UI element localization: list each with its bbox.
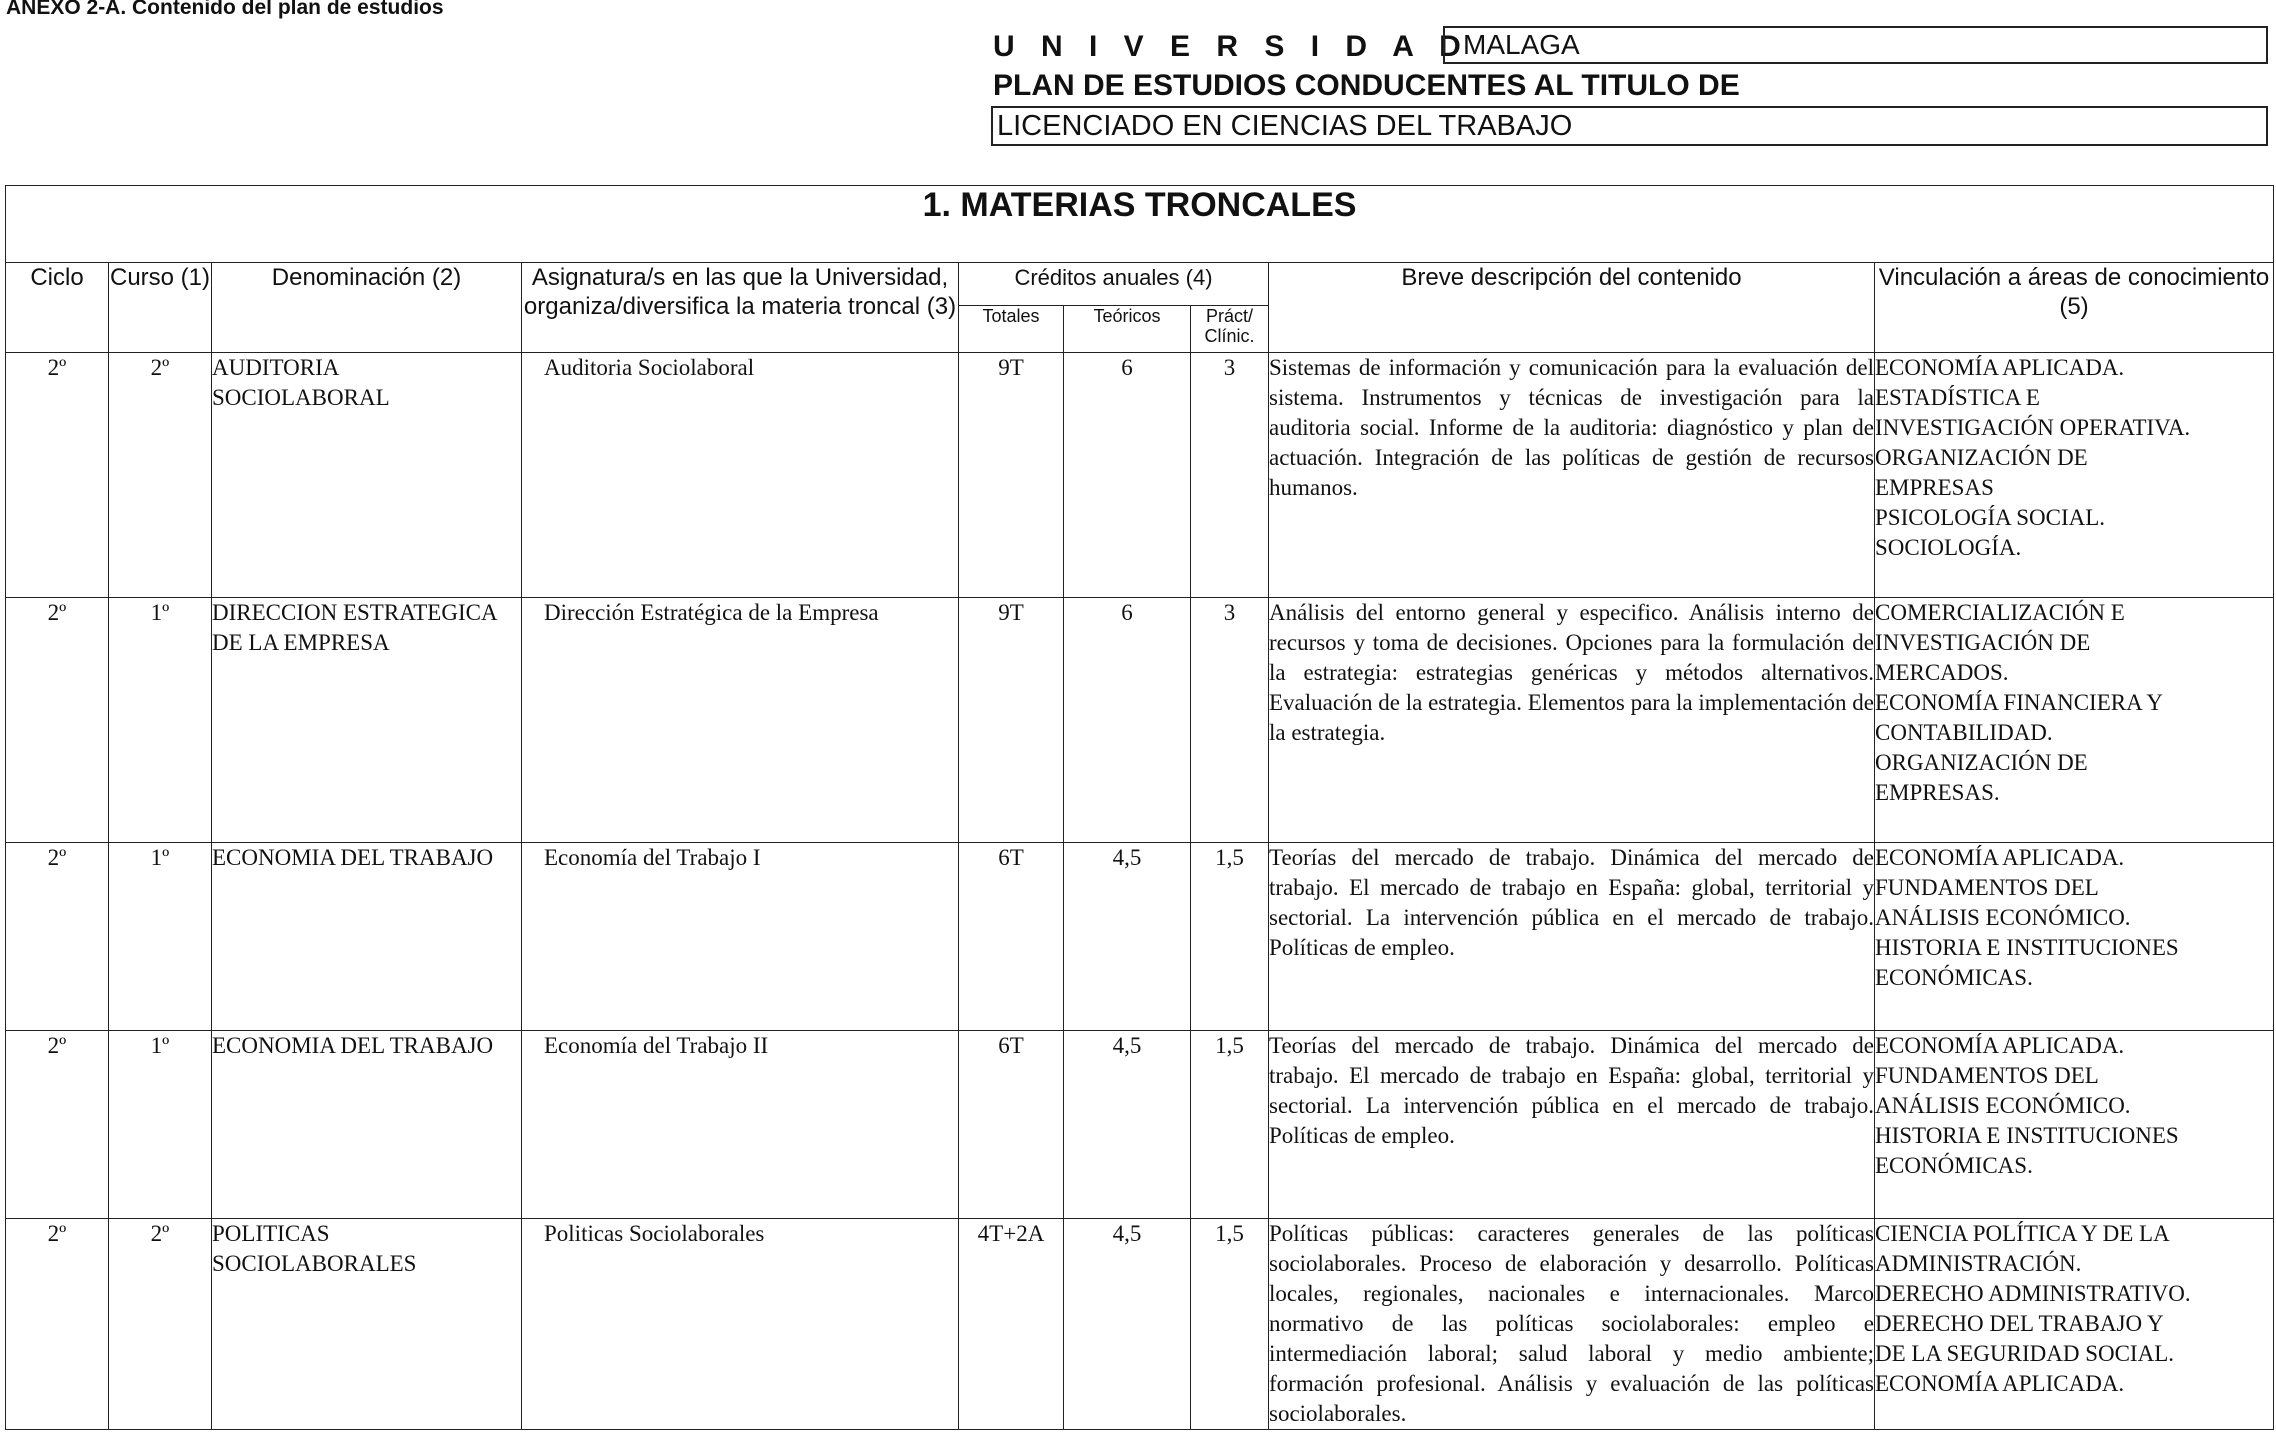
annex-title: ANEXO 2-A. Contenido del plan de estudios — [6, 0, 444, 19]
titulo-field: LICENCIADO EN CIENCIAS DEL TRABAJO — [991, 106, 2268, 146]
cell-asignatura: Economía del Trabajo I — [522, 843, 959, 1031]
cell-ciclo: 2º — [6, 843, 109, 1031]
area-line: DERECHO ADMINISTRATIVO. — [1875, 1281, 2191, 1306]
area-line: ECONOMÍA APLICADA. — [1875, 355, 2125, 380]
cell-descripcion: Sistemas de información y comunicación para la evaluación del sistema. Instrumentos y técnicas de investigación para la auditoria social. Informe de la auditoria: diagnóstico y plan de actuación. Integración de las políticas de gestión de recursos humanos. — [1269, 353, 1875, 598]
area-line: ECONÓMICAS. — [1875, 1153, 2033, 1178]
area-line: DE LA SEGURIDAD SOCIAL. — [1875, 1341, 2174, 1366]
area-line: CIENCIA POLÍTICA Y DE LA — [1875, 1221, 2170, 1246]
cell-practicos: 3 — [1191, 353, 1269, 598]
cell-vinculacion — [1875, 1031, 2274, 1219]
cell-denominacion: POLITICAS SOCIOLABORALES — [212, 1219, 522, 1430]
cell-denominacion: DIRECCION ESTRATEGICA DE LA EMPRESA — [212, 598, 522, 843]
area-line: ANÁLISIS ECONÓMICO. — [1875, 905, 2131, 930]
area-line: EMPRESAS — [1875, 475, 1994, 500]
area-line: CONTABILIDAD. — [1875, 720, 2053, 745]
plan-label: PLAN DE ESTUDIOS CONDUCENTES AL TITULO DE — [993, 69, 1740, 102]
cell-teoricos: 4,5 — [1064, 1219, 1191, 1430]
cell-asignatura: Politicas Sociolaborales — [522, 1219, 959, 1430]
cell-totales: 9T — [959, 598, 1064, 843]
cell-totales: 6T — [959, 843, 1064, 1031]
table-row — [6, 1219, 2274, 1430]
area-line: ECONOMÍA FINANCIERA Y — [1875, 690, 2163, 715]
col-asignatura: Asignatura/s en las que la Universidad, organiza/diversifica la materia troncal (3) — [522, 263, 959, 353]
col-practicos: Práct/ Clínic. — [1191, 306, 1269, 353]
area-line: COMERCIALIZACIÓN E — [1875, 600, 2125, 625]
col-curso: Curso (1) — [109, 263, 212, 353]
cell-vinculacion — [1875, 598, 2274, 843]
area-line: ECONOMÍA APLICADA. — [1875, 845, 2125, 870]
cell-descripcion: Teorías del mercado de trabajo. Dinámica del mercado de trabajo. El mercado de trabajo en España: global, territorial y sectorial. La intervención pública en el mercado de trabajo. Políticas de empleo. — [1269, 843, 1875, 1031]
cell-asignatura: Economía del Trabajo II — [522, 1031, 959, 1219]
cell-vinculacion — [1875, 1219, 2274, 1430]
area-line: HISTORIA E INSTITUCIONES — [1875, 935, 2179, 960]
area-line: FUNDAMENTOS DEL — [1875, 1063, 2099, 1088]
col-creditos: Créditos anuales (4) — [959, 263, 1269, 306]
cell-curso: 2º — [109, 353, 212, 598]
area-line: ECONOMÍA APLICADA. — [1875, 1033, 2125, 1058]
cell-teoricos: 4,5 — [1064, 843, 1191, 1031]
area-line: SOCIOLOGÍA. — [1875, 535, 2022, 560]
cell-asignatura: Dirección Estratégica de la Empresa — [522, 598, 959, 843]
cell-denominacion: ECONOMIA DEL TRABAJO — [212, 843, 522, 1031]
cell-practicos: 1,5 — [1191, 1031, 1269, 1219]
area-line: ECONÓMICAS. — [1875, 965, 2033, 990]
cell-totales: 6T — [959, 1031, 1064, 1219]
cell-practicos: 1,5 — [1191, 843, 1269, 1031]
section-title: 1. MATERIAS TRONCALES — [6, 186, 2274, 263]
area-line: DERECHO DEL TRABAJO Y — [1875, 1311, 2164, 1336]
col-ciclo: Ciclo — [6, 263, 109, 353]
materias-table — [5, 185, 2274, 1430]
area-line: FUNDAMENTOS DEL — [1875, 875, 2099, 900]
area-line: ORGANIZACIÓN DE — [1875, 445, 2088, 470]
cell-curso: 1º — [109, 1031, 212, 1219]
table-row — [6, 598, 2274, 843]
table-row — [6, 1031, 2274, 1219]
area-line: ANÁLISIS ECONÓMICO. — [1875, 1093, 2131, 1118]
cell-vinculacion — [1875, 353, 2274, 598]
area-line: ECONOMÍA APLICADA. — [1875, 1371, 2125, 1396]
area-line: MERCADOS. — [1875, 660, 2009, 685]
col-vinculacion: Vinculación a áreas de conocimiento (5) — [1875, 263, 2274, 353]
cell-vinculacion — [1875, 843, 2274, 1031]
cell-ciclo: 2º — [6, 353, 109, 598]
cell-curso: 1º — [109, 598, 212, 843]
col-teoricos: Teóricos — [1064, 306, 1191, 353]
universidad-field: MALAGA — [1443, 26, 2268, 64]
table-row — [6, 353, 2274, 598]
cell-descripcion: Teorías del mercado de trabajo. Dinámica del mercado de trabajo. El mercado de trabajo en España: global, territorial y sectorial. La intervención pública en el mercado de trabajo. Políticas de empleo. — [1269, 1031, 1875, 1219]
cell-totales: 4T+2A — [959, 1219, 1064, 1430]
cell-teoricos: 6 — [1064, 598, 1191, 843]
col-descripcion: Breve descripción del contenido — [1269, 263, 1875, 353]
cell-teoricos: 4,5 — [1064, 1031, 1191, 1219]
col-denominacion: Denominación (2) — [212, 263, 522, 353]
area-line: ADMINISTRACIÓN. — [1875, 1251, 2082, 1276]
cell-descripcion: Políticas públicas: caracteres generales de las políticas sociolaborales. Proceso de elaboración y desarrollo. Políticas locales, regionales, nacionales e internacionales. Marco normativo de las políticas sociolaborales: empleo e intermediación laboral; salud laboral y medio ambiente; formación profesional. Análisis y evaluación de las políticas sociolaborales. — [1269, 1219, 1875, 1430]
col-totales: Totales — [959, 306, 1064, 353]
cell-curso: 1º — [109, 843, 212, 1031]
area-line: ORGANIZACIÓN DE — [1875, 750, 2088, 775]
area-line: INVESTIGACIÓN OPERATIVA. — [1875, 415, 2191, 440]
area-line: EMPRESAS. — [1875, 780, 2000, 805]
universidad-label: U N I V E R S I D A D — [993, 30, 1470, 63]
area-line: PSICOLOGÍA SOCIAL. — [1875, 505, 2106, 530]
cell-denominacion: AUDITORIA SOCIOLABORAL — [212, 353, 522, 598]
area-line: ESTADÍSTICA E — [1875, 385, 2040, 410]
table-row — [6, 843, 2274, 1031]
cell-curso: 2º — [109, 1219, 212, 1430]
cell-ciclo: 2º — [6, 1219, 109, 1430]
cell-ciclo: 2º — [6, 1031, 109, 1219]
cell-ciclo: 2º — [6, 598, 109, 843]
cell-totales: 9T — [959, 353, 1064, 598]
area-line: HISTORIA E INSTITUCIONES — [1875, 1123, 2179, 1148]
cell-practicos: 3 — [1191, 598, 1269, 843]
cell-teoricos: 6 — [1064, 353, 1191, 598]
cell-denominacion: ECONOMIA DEL TRABAJO — [212, 1031, 522, 1219]
cell-asignatura: Auditoria Sociolaboral — [522, 353, 959, 598]
cell-descripcion: Análisis del entorno general y especifico. Análisis interno de recursos y toma de decisiones. Opciones para la formulación de la estrategia: estrategias genéricas y métodos alternativos. Evaluación de la estrategia. Elementos para la implementación de la estrategia. — [1269, 598, 1875, 843]
area-line: INVESTIGACIÓN DE — [1875, 630, 2091, 655]
cell-practicos: 1,5 — [1191, 1219, 1269, 1430]
